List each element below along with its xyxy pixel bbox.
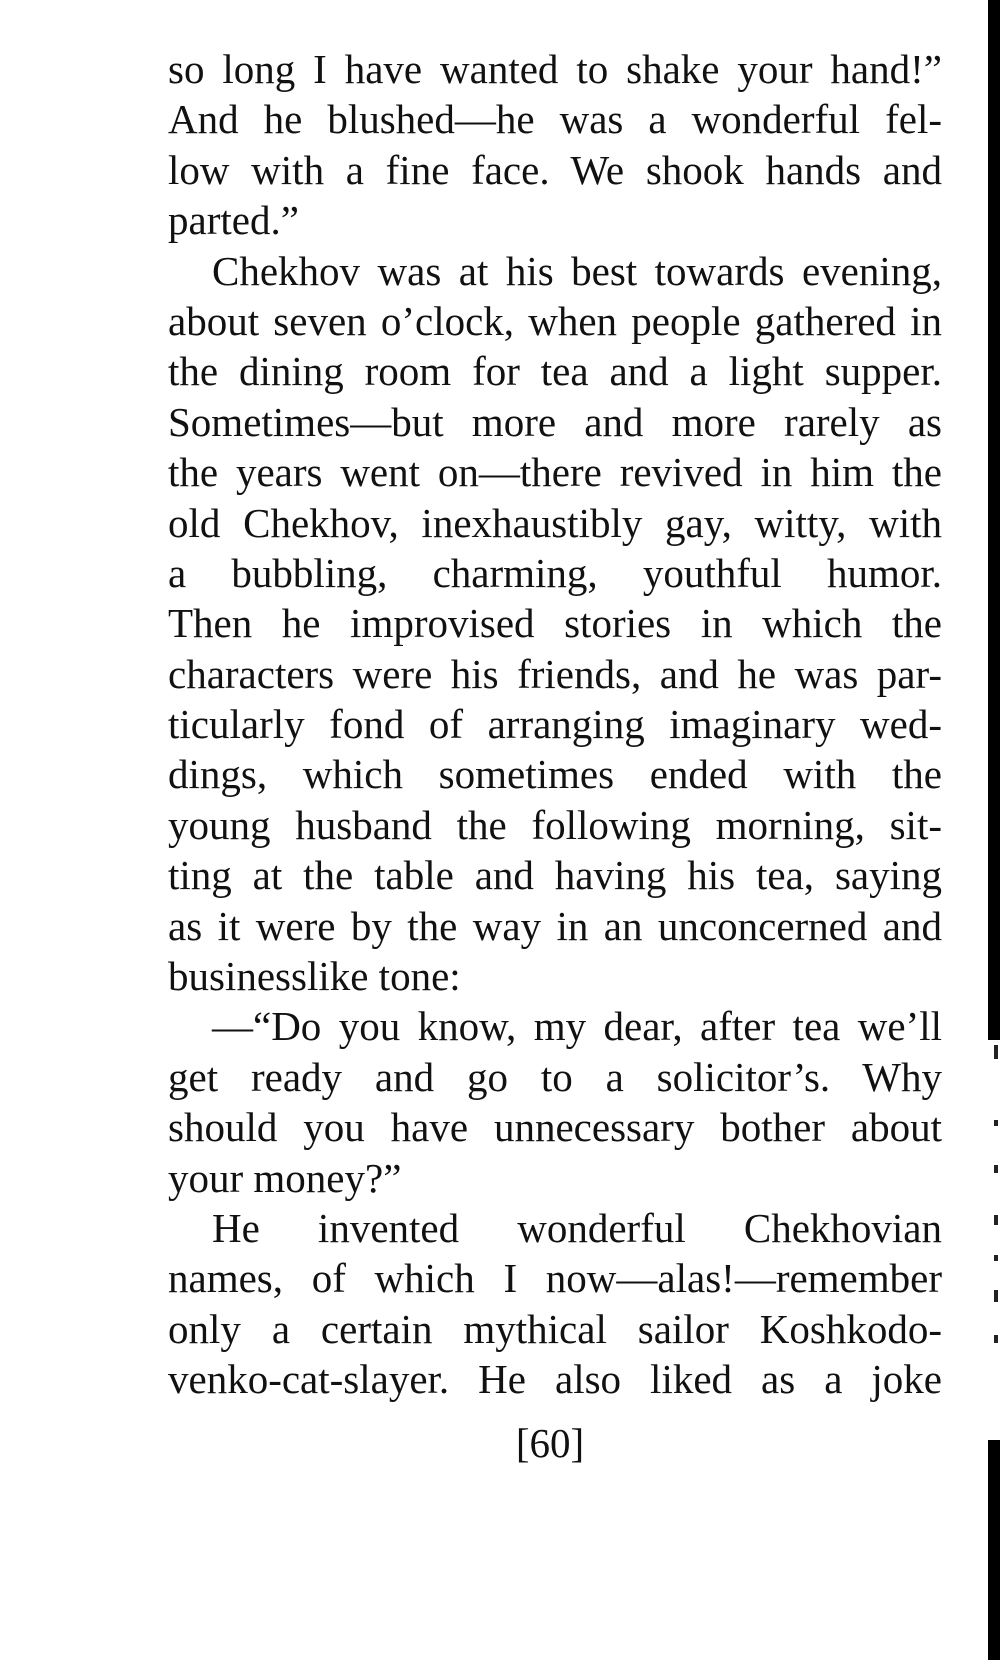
text-line: businesslike tone: — [168, 953, 461, 1000]
text-line: Chekhov was at his best towards evening, — [212, 247, 942, 294]
text-line: He invented wonderful Chekhovian — [212, 1204, 942, 1251]
edge-speck — [994, 1290, 998, 1302]
text-line: characters were his friends, and he was par- — [168, 650, 942, 697]
text-line: ting at the table and having his tea, saying — [168, 852, 942, 899]
edge-speck — [994, 1165, 998, 1173]
text-line: venko-cat-slayer. He also liked as a joke — [168, 1356, 942, 1403]
body-text — [168, 44, 942, 1405]
text-line: about seven o’clock, when people gathered in — [168, 297, 942, 344]
text-line: And he blushed—he was a wonderful fel- — [168, 96, 942, 143]
text-line: should you have unnecessary bother about — [168, 1104, 942, 1151]
text-line: names, of which I now—alas!—remember — [168, 1255, 942, 1302]
text-line: Sometimes—but more and more rarely as — [168, 398, 942, 445]
text-line: the dining room for tea and a light supper. — [168, 348, 942, 395]
edge-speck — [994, 1045, 998, 1059]
edge-speck — [994, 1335, 998, 1343]
text-line: only a certain mythical sailor Koshkodo- — [168, 1305, 942, 1352]
text-line: get ready and go to a solicitor’s. Why — [168, 1053, 942, 1100]
text-line: —“Do you know, my dear, after tea we’ll — [212, 1003, 942, 1050]
text-line: young husband the following morning, sit- — [168, 801, 942, 848]
text-line: dings, which sometimes ended with the — [168, 751, 942, 798]
text-line: ticularly fond of arranging imaginary wed- — [168, 701, 942, 748]
page-edge-gap — [988, 1040, 1000, 1440]
edge-speck — [994, 1255, 998, 1261]
page-number: [60] — [515, 1420, 585, 1466]
text-line: a bubbling, charming, youthful humor. — [168, 549, 942, 596]
text-line: your money?” — [168, 1154, 402, 1201]
text-line: so long I have wanted to shake your hand!” — [168, 46, 942, 92]
text-line: parted.” — [168, 197, 299, 244]
text-line: as it were by the way in an unconcerned and — [168, 902, 942, 949]
text-line: Then he improvised stories in which the — [168, 600, 942, 647]
text-line: old Chekhov, inexhaustibly gay, witty, with — [168, 499, 942, 546]
text-line: the years went on—there revived in him the — [168, 449, 942, 496]
edge-speck — [994, 1215, 998, 1225]
edge-speck — [994, 1120, 998, 1126]
text-line: low with a fine face. We shook hands and — [168, 146, 942, 193]
